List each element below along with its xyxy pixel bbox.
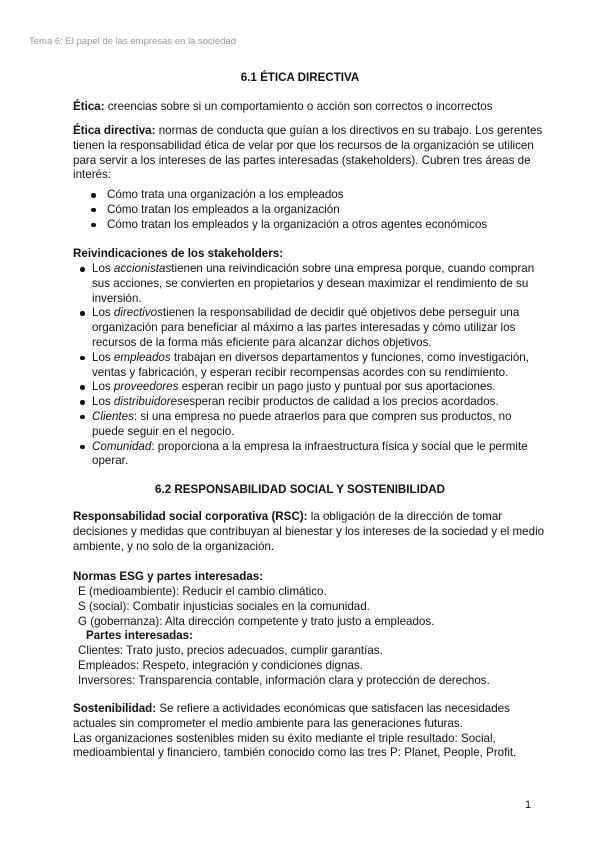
- partes-item: Clientes: Trato justo, precios adecuados, cumplir garantías.: [78, 644, 383, 658]
- text-line: operar.: [92, 454, 129, 468]
- item-text: Cómo tratan los empleados y la organización a otros agentes económicos: [107, 217, 488, 231]
- esg-item: G (gobernanza): Alta dirección competente y trato justo a empleados.: [78, 614, 435, 628]
- bullet-icon: [91, 208, 96, 213]
- bullet-icon: [80, 385, 85, 390]
- text: la obligación de la dirección de tomar: [307, 510, 503, 523]
- list-item: [80, 410, 534, 440]
- bullet-icon: [91, 193, 96, 198]
- text-line: puede seguir en el negocio.: [92, 424, 235, 438]
- term: Sostenibilidad:: [73, 702, 157, 715]
- text: tienen la responsabilidad de decidir qué objetivos debe perseguir una: [162, 306, 520, 320]
- term: Ética:: [73, 100, 105, 113]
- etica-definition: [73, 100, 493, 115]
- areas-list: [90, 188, 487, 232]
- list-item: [80, 380, 534, 395]
- list-item: [80, 262, 534, 306]
- page-number: 1: [525, 799, 532, 811]
- text-line: ambiente, y no solo de la organización.: [73, 539, 275, 553]
- list-item: [90, 188, 487, 203]
- stakeholder: directivos: [113, 306, 163, 320]
- text: Los: [92, 306, 114, 320]
- text-line: decisiones y medidas que contribuyan al bienestar y los intereses de la sociedad y el medio: [73, 524, 545, 538]
- text-line: Las organizaciones sostenibles miden su éxito mediante el triple resultado: Social,: [73, 731, 496, 745]
- definition: creencias sobre si un comportamiento o acción son correctos o incorrectos: [104, 100, 493, 113]
- term: Responsabilidad social corporativa (RSC):: [73, 510, 308, 523]
- page-header: Tema 6: El papel de las empresas en la sociedad: [29, 36, 237, 47]
- claims-list: [80, 262, 534, 469]
- text-line: interés:: [73, 168, 112, 182]
- reivindicaciones-heading: Reivindicaciones de los stakeholders:: [73, 247, 284, 260]
- esg-list: [78, 585, 490, 689]
- bullet-icon: [80, 415, 85, 420]
- list-item: [90, 218, 487, 233]
- text: esperan recibir un pago justo y puntual por sus aportaciones.: [178, 380, 496, 394]
- text: tienen una reivindicación sobre una empresa porque, cuando compran: [171, 262, 535, 275]
- item-text: Cómo trata una organización a los empleados: [107, 188, 344, 201]
- partes-item: Empleados: Respeto, integración y condiciones dignas.: [78, 658, 363, 672]
- bullet-icon: [80, 311, 85, 316]
- list-item: [80, 306, 534, 350]
- bullet-icon: [80, 267, 85, 272]
- esg-item: E (medioambiente): Reducir el cambio climático.: [78, 585, 327, 598]
- list-item: [80, 351, 534, 381]
- section-title-6-2: 6.2 RESPONSABILIDAD SOCIAL Y SOSTENIBILIDAD: [155, 483, 445, 496]
- partes-item: Inversores: Transparencia contable, información clara y protección de derechos.: [78, 673, 490, 687]
- etica-directiva-paragraph: [73, 124, 542, 183]
- text: esperan recibir productos de calidad a los precios acordados.: [182, 395, 499, 409]
- list-item: [90, 203, 487, 218]
- stakeholder: Clientes: [92, 409, 134, 423]
- text-line: inversión.: [92, 291, 142, 305]
- esg-item: S (social): Combatir injusticias sociales en la comunidad.: [78, 599, 370, 613]
- text: trabajan en diversos departamentos y funciones, como investigación,: [170, 350, 529, 364]
- term: Ética directiva:: [73, 124, 156, 137]
- stakeholder: empleados: [113, 350, 171, 364]
- rsc-paragraph: [73, 510, 544, 554]
- text-line: actuales sin comprometer el medio ambiente para las generaciones futuras.: [73, 716, 463, 730]
- bullet-icon: [80, 445, 85, 450]
- text-line: tienen la responsabilidad ética de velar por que los recursos de la organización se utilicen: [73, 138, 534, 152]
- text-line: recursos de la forma más eficiente para alcanzar dichos objetivos.: [92, 335, 432, 349]
- stakeholder: distribuidores: [113, 395, 183, 409]
- text: : proporciona a la empresa la infraestructura física y social que le permite: [151, 439, 528, 453]
- bullet-icon: [91, 223, 96, 228]
- section-title-6-1: 6.1 ÉTICA DIRECTIVA: [240, 71, 360, 84]
- text-line: normas de conducta que guían a los directivos en su trabajo. Los gerentes: [155, 124, 543, 137]
- stakeholder: accionistas: [113, 262, 172, 275]
- text-line: medioambiental y financiero, también conocido como las tres P: Planet, People, Profit.: [73, 746, 517, 760]
- text: Se refiere a actividades económicas que satisfacen las necesidades: [156, 702, 510, 715]
- text: Los: [92, 380, 114, 394]
- sostenibilidad-paragraph: [73, 702, 516, 761]
- text: Los: [92, 262, 114, 275]
- bullet-icon: [80, 356, 85, 361]
- list-item: [80, 440, 534, 470]
- bullet-icon: [80, 400, 85, 405]
- esg-heading: Normas ESG y partes interesadas:: [73, 570, 264, 583]
- partes-heading: Partes interesadas:: [86, 629, 193, 643]
- text-line: sus acciones, se convierten en propietarios y desean maximizar el rendimiento de su: [92, 276, 529, 290]
- text-line: ventas y fabricación, y esperan recibir recompensas acordes con su rendimiento.: [92, 365, 509, 379]
- text: Los: [92, 395, 114, 409]
- text: : si una empresa no puede atraerlos para que compren sus productos, no: [133, 409, 512, 423]
- stakeholder: Comunidad: [92, 439, 152, 453]
- stakeholder: proveedores: [113, 380, 179, 394]
- text: Los: [92, 350, 114, 364]
- list-item: [80, 395, 534, 410]
- item-text: Cómo tratan los empleados a la organización: [107, 202, 340, 216]
- text-line: organización para beneficiar al máximo a las partes interesadas y cómo utilizar los: [92, 321, 516, 335]
- text-line: para servir a los intereses de las partes interesadas (stakeholders). Cubren tres áreas de: [73, 153, 531, 167]
